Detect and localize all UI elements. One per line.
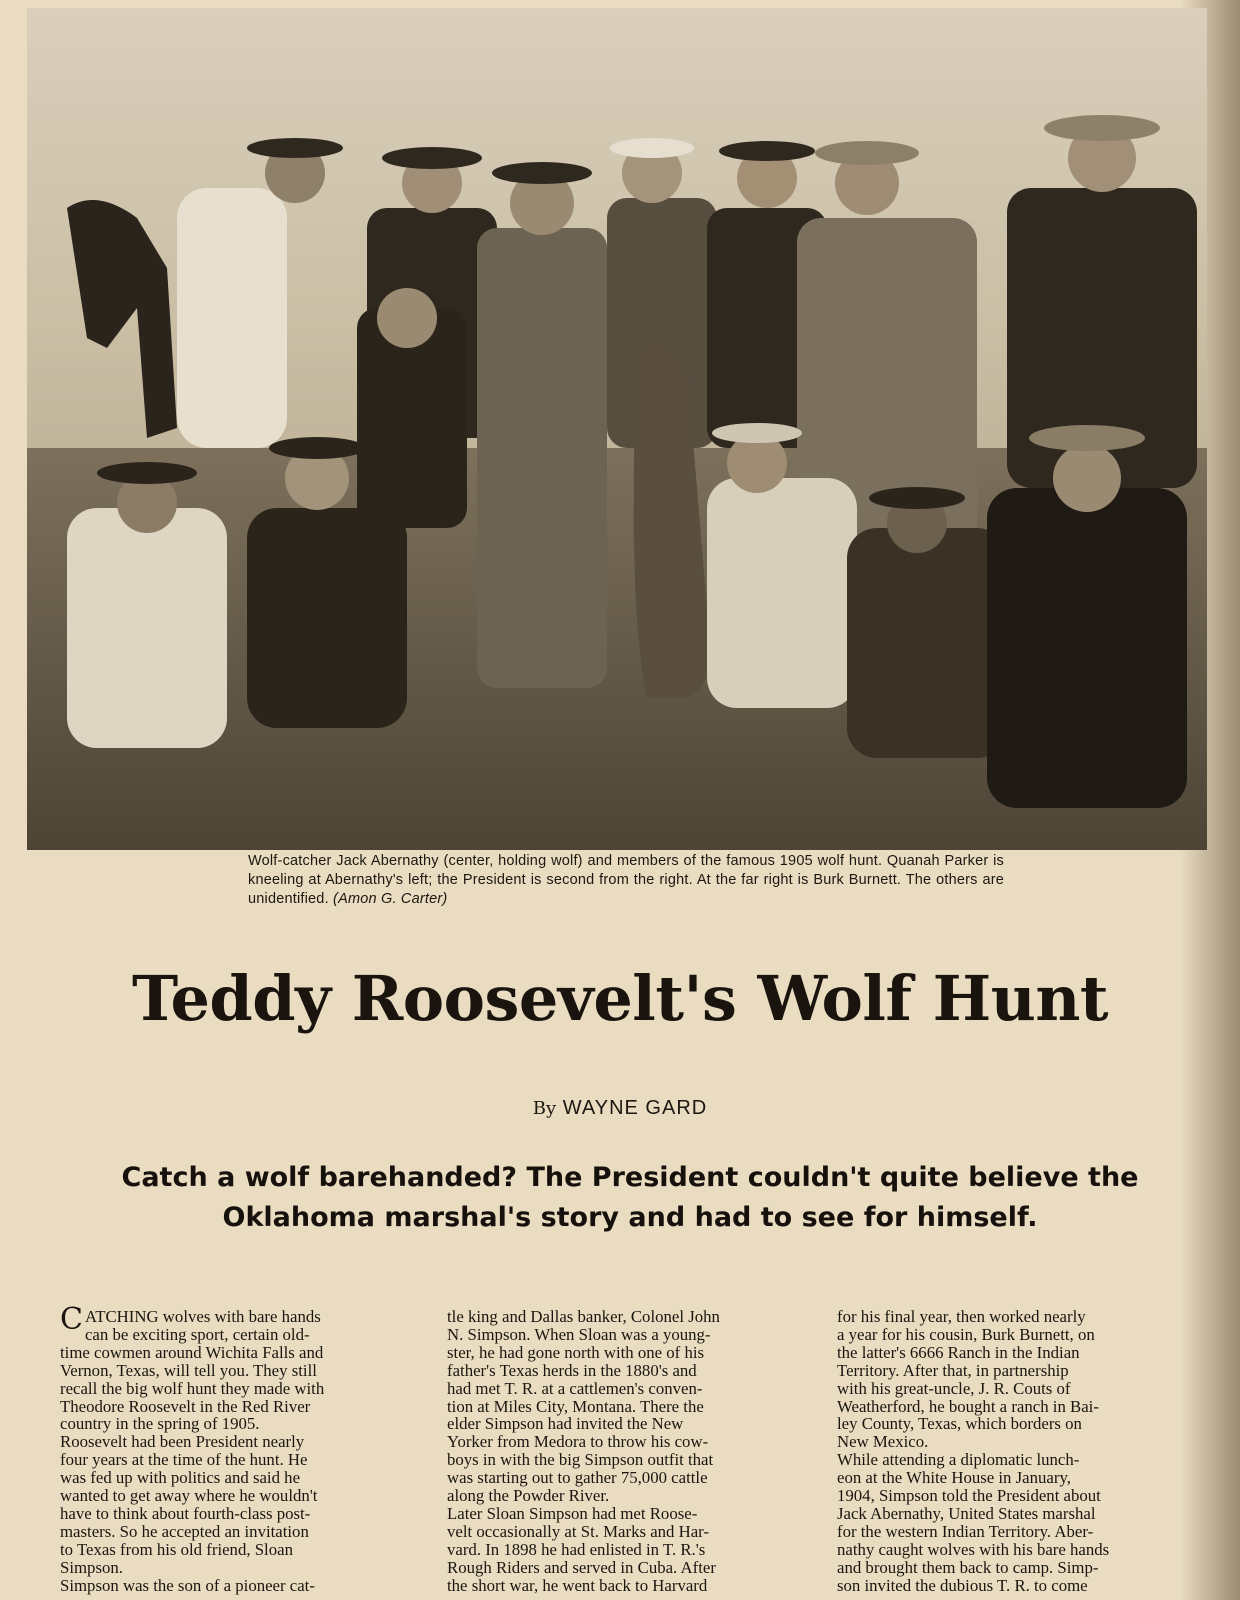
caption-text: Wolf-catcher Jack Abernathy (center, holding wolf) and members of the famous 1905 wolf hunt. Quanah Parker is kneeling at Abernathy's left; the President is second from the right. At the far right is Burk Burnett. The others are unidentified. [248, 853, 1004, 907]
text-line: the short war, he went back to Harvard [447, 1575, 708, 1595]
text-line: Rough Riders and served in Cuba. After [447, 1557, 716, 1577]
text-line: New Mexico. [837, 1432, 929, 1452]
text-line: along the Powder River. [447, 1486, 610, 1506]
text-line: Theodore Roosevelt in the Red River [60, 1396, 311, 1416]
text-line: ATCHING wolves with bare hands [84, 1307, 321, 1326]
text-line: four years at the time of the hunt. He [60, 1450, 308, 1470]
text-line: Jack Abernathy, United States marshal [837, 1503, 1096, 1523]
text-line: with his great-uncle, J. R. Couts of [837, 1378, 1071, 1398]
text-line: had met T. R. at a cattlemen's conven- [447, 1378, 703, 1398]
text-line: wanted to get away where he wouldn't [60, 1486, 318, 1506]
text-line: was starting out to gather 75,000 cattle [447, 1468, 708, 1488]
text-line: Territory. After that, in partnership [837, 1360, 1069, 1380]
byline [0, 1097, 1240, 1120]
text-line: vard. In 1898 he had enlisted in T. R.'s [447, 1539, 706, 1559]
author-name: WAYNE GARD [562, 1097, 708, 1119]
column-3 [837, 1308, 1189, 1595]
text-line: nathy caught wolves with his bare hands [837, 1539, 1110, 1559]
text-line: ley County, Texas, which borders on [837, 1414, 1082, 1434]
deck-line: Oklahoma marshal's story and had to see for himself. [222, 1202, 1038, 1233]
text-line: the latter's 6666 Ranch in the Indian [837, 1342, 1080, 1362]
photo-caption [248, 852, 1004, 909]
text-line: Weatherford, he bought a ranch in Bai- [837, 1396, 1099, 1416]
text-line: masters. So he accepted an invitation [60, 1521, 309, 1541]
text-line: was fed up with politics and said he [60, 1468, 301, 1488]
text-line: to Texas from his old friend, Sloan [60, 1539, 293, 1559]
article-title: Teddy Roosevelt's Wolf Hunt [131, 962, 1109, 1035]
deck-line: Catch a wolf barehanded? The President couldn't quite believe the [121, 1162, 1139, 1193]
column-1 [60, 1302, 412, 1595]
text-line: N. Simpson. When Sloan was a young- [447, 1324, 711, 1344]
article-deck [60, 1158, 1200, 1238]
drop-cap: C [60, 1302, 83, 1337]
text-line: Later Sloan Simpson had met Roose- [447, 1503, 698, 1523]
caption-credit: (Amon G. Carter) [333, 891, 448, 907]
group-photo [27, 8, 1207, 850]
text-line: Vernon, Texas, will tell you. They still [60, 1360, 317, 1380]
text-line: country in the spring of 1905. [60, 1414, 260, 1434]
text-line: Simpson. [60, 1557, 123, 1577]
text-line: elder Simpson had invited the New [447, 1414, 684, 1434]
byline-prefix: By [532, 1098, 557, 1119]
text-line: for the western Indian Territory. Aber- [837, 1521, 1094, 1541]
text-line: can be exciting sport, certain old- [84, 1324, 310, 1344]
group-photo-icon [27, 8, 1207, 850]
text-line: recall the big wolf hunt they made with [60, 1378, 325, 1398]
text-line: Roosevelt had been President nearly [60, 1432, 305, 1452]
text-line: and brought them back to camp. Simp- [837, 1557, 1099, 1577]
text-line: velt occasionally at St. Marks and Har- [447, 1521, 710, 1541]
text-line: tion at Miles City, Montana. There the [447, 1396, 704, 1416]
text-line: Yorker from Medora to throw his cow- [447, 1432, 709, 1452]
text-line: a year for his cousin, Burk Burnett, on [837, 1324, 1095, 1344]
column-2 [447, 1308, 799, 1595]
text-line: time cowmen around Wichita Falls and [60, 1342, 324, 1362]
text-line: for his final year, then worked nearly [837, 1307, 1086, 1326]
text-line: 1904, Simpson told the President about [837, 1486, 1101, 1506]
text-line: Simpson was the son of a pioneer cat- [60, 1575, 315, 1595]
text-line: have to think about fourth-class post- [60, 1503, 311, 1523]
text-line: ster, he had gone north with one of his [447, 1342, 705, 1362]
text-line: father's Texas herds in the 1880's and [447, 1360, 697, 1380]
text-line: boys in with the big Simpson outfit that [447, 1450, 714, 1470]
text-line: While attending a diplomatic lunch- [837, 1450, 1080, 1470]
text-line: son invited the dubious T. R. to come [837, 1575, 1088, 1595]
text-line: eon at the White House in January, [837, 1468, 1071, 1488]
text-line: tle king and Dallas banker, Colonel John [447, 1307, 720, 1326]
